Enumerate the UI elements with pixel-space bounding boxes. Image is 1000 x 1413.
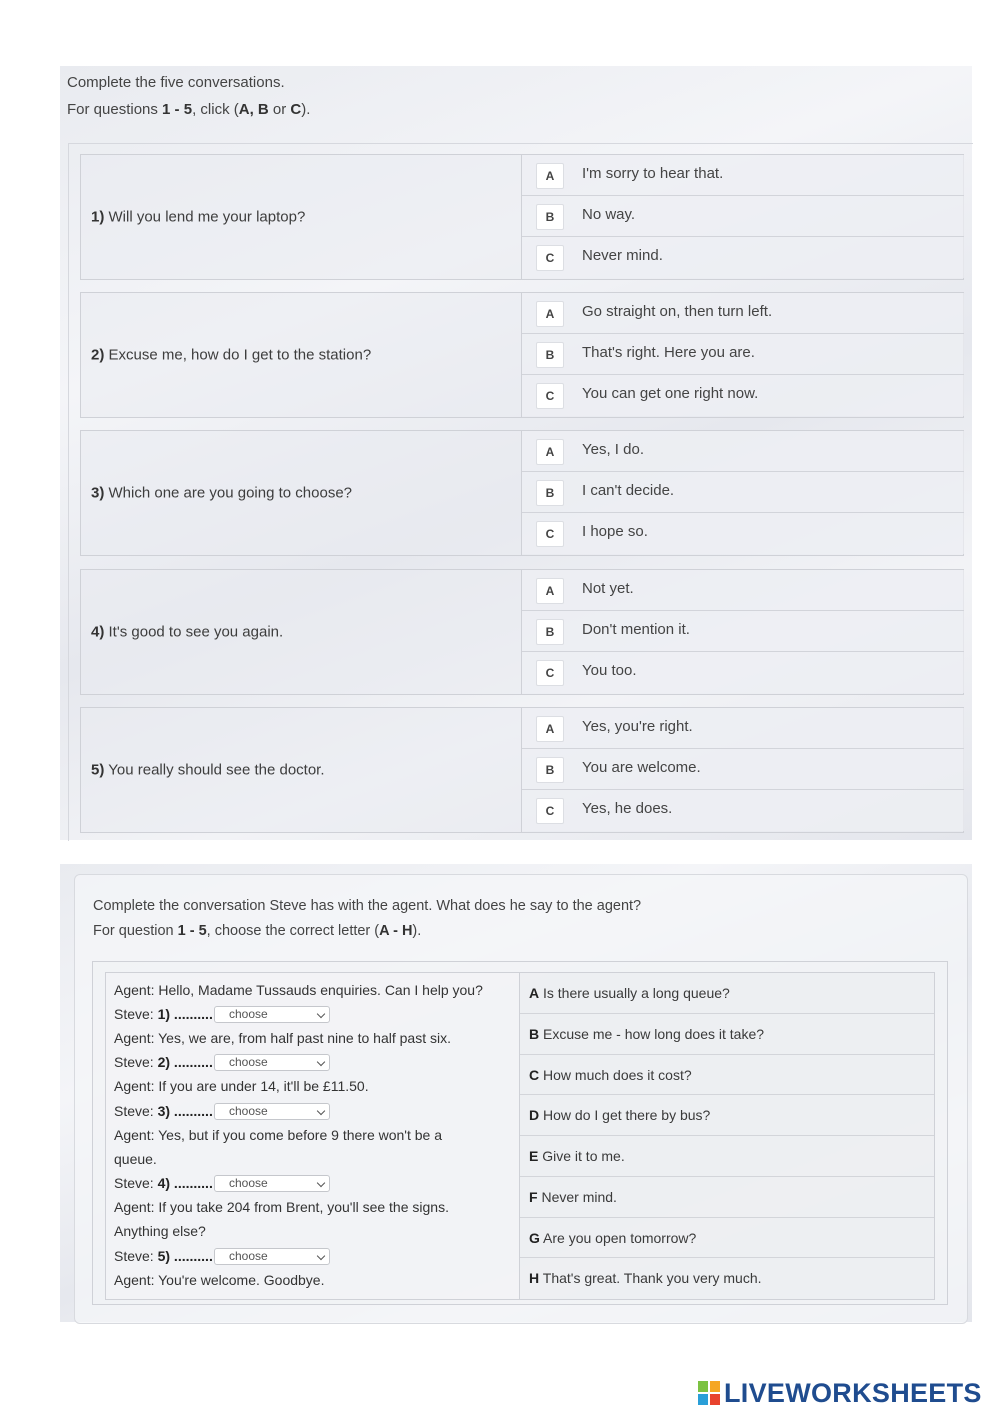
question-2-option-b[interactable]	[522, 334, 964, 375]
answer-option-g	[520, 1218, 934, 1259]
question-2-option-a[interactable]	[522, 293, 964, 334]
option-letter-badge[interactable]: B	[536, 342, 564, 368]
steve-line-3: Steve: 3) ..........	[114, 1103, 213, 1119]
exercise-2-panel	[60, 864, 972, 1322]
question-4-option-b[interactable]	[522, 611, 964, 652]
answer-option-h	[520, 1258, 934, 1299]
question-3-option-a[interactable]	[522, 431, 964, 472]
option-text: I hope so.	[582, 523, 648, 540]
question-block-1	[80, 154, 964, 280]
option-letter-badge[interactable]: A	[536, 578, 564, 604]
exercise-1-instruction-line-2: For questions 1 - 5, click (A, B or C).	[67, 101, 311, 118]
chevron-down-icon	[317, 1107, 325, 1115]
question-1-option-b[interactable]	[522, 196, 964, 237]
option-text: Yes, you're right.	[582, 718, 693, 735]
answer-option-text: D How do I get there by bus?	[529, 1107, 711, 1124]
chevron-down-icon	[317, 1058, 325, 1066]
answer-option-text: H That's great. Thank you very much.	[529, 1270, 762, 1287]
answer-option-text: E Give it to me.	[529, 1148, 625, 1164]
question-block-5	[80, 707, 964, 833]
steve-line-1: Steve: 1) ..........	[114, 1006, 213, 1022]
question-block-4	[80, 569, 964, 695]
question-4-options	[521, 570, 964, 694]
option-text: You too.	[582, 662, 637, 679]
question-4-option-c[interactable]	[522, 652, 964, 693]
agent-line-1: Agent: Hello, Madame Tussauds enquiries. Can I help you?	[114, 982, 483, 998]
answer-option-d	[520, 1095, 934, 1136]
exercise-1-instruction-line-1: Complete the five conversations.	[67, 74, 285, 91]
answer-select-2[interactable]: choose	[214, 1054, 330, 1071]
option-text: Not yet.	[582, 580, 634, 597]
question-3-options	[521, 431, 964, 555]
option-letter-badge[interactable]: B	[536, 757, 564, 783]
question-block-3	[80, 430, 964, 556]
option-letter-badge[interactable]: B	[536, 480, 564, 506]
exercise-1-panel	[60, 66, 972, 840]
question-5-text: 5) You really should see the doctor.	[91, 761, 325, 779]
option-letter-badge[interactable]: C	[536, 245, 564, 271]
option-text: No way.	[582, 206, 636, 223]
question-5-option-a[interactable]	[522, 708, 964, 749]
option-text: You are welcome.	[582, 759, 701, 776]
logo-text: LIVEWORKSHEETS	[724, 1378, 982, 1408]
answer-option-f	[520, 1177, 934, 1218]
answer-option-text: G Are you open tomorrow?	[529, 1229, 697, 1246]
answer-option-a	[520, 973, 934, 1014]
question-5-option-b[interactable]	[522, 749, 964, 790]
question-1-text: 1) Will you lend me your laptop?	[91, 208, 306, 226]
option-text: You can get one right now.	[582, 385, 759, 402]
question-4-text: 4) It's good to see you again.	[91, 623, 284, 641]
question-5-options	[521, 708, 964, 832]
option-letter-badge[interactable]: C	[536, 660, 564, 686]
answer-option-c	[520, 1055, 934, 1096]
answer-option-text: A Is there usually a long queue?	[529, 985, 730, 1001]
chevron-down-icon	[317, 1252, 325, 1260]
steve-line-2: Steve: 2) ..........	[114, 1054, 213, 1070]
option-text: I can't decide.	[582, 482, 675, 499]
agent-line-4b: queue.	[114, 1151, 157, 1167]
option-text: Don't mention it.	[582, 621, 690, 638]
question-3-text: 3) Which one are you going to choose?	[91, 484, 353, 502]
option-text: Yes, he does.	[582, 800, 673, 817]
answer-select-5[interactable]: choose	[214, 1248, 330, 1265]
option-letter-badge[interactable]: B	[536, 204, 564, 230]
question-2-option-c[interactable]	[522, 375, 964, 416]
answer-option-text: C How much does it cost?	[529, 1066, 692, 1083]
option-text: I'm sorry to hear that.	[582, 165, 724, 182]
exercise-2-frame	[92, 961, 948, 1305]
question-block-2	[80, 292, 964, 418]
conversation-column	[105, 972, 520, 1300]
question-3-option-c[interactable]	[522, 513, 964, 554]
option-text: Go straight on, then turn left.	[582, 303, 773, 320]
question-3-option-b[interactable]	[522, 472, 964, 513]
answer-option-text: F Never mind.	[529, 1188, 617, 1205]
option-letter-badge[interactable]: C	[536, 521, 564, 547]
question-2-text: 2) Excuse me, how do I get to the station?	[91, 346, 372, 364]
question-4-option-a[interactable]	[522, 570, 964, 611]
option-letter-badge[interactable]: A	[536, 163, 564, 189]
chevron-down-icon	[317, 1010, 325, 1018]
question-1-option-a[interactable]	[522, 155, 964, 196]
question-1-option-c[interactable]	[522, 237, 964, 278]
option-letter-badge[interactable]: A	[536, 716, 564, 742]
question-2-options	[521, 293, 964, 417]
answer-select-1[interactable]: choose	[214, 1006, 330, 1023]
answer-select-4[interactable]: choose	[214, 1175, 330, 1192]
liveworksheets-grid-icon	[698, 1381, 720, 1406]
option-text: Yes, I do.	[582, 441, 644, 458]
answer-option-b	[520, 1014, 934, 1055]
option-letter-badge[interactable]: B	[536, 619, 564, 645]
steve-line-4: Steve: 4) ..........	[114, 1175, 213, 1191]
question-1-options	[521, 155, 964, 279]
option-letter-badge[interactable]: C	[536, 383, 564, 409]
agent-line-3: Agent: If you are under 14, it'll be £11.50.	[114, 1078, 369, 1094]
option-letter-badge[interactable]: A	[536, 301, 564, 327]
answer-option-e	[520, 1136, 934, 1177]
option-text: Never mind.	[582, 247, 663, 264]
liveworksheets-logo	[698, 1378, 994, 1412]
exercise-2-instruction-line-1: Complete the conversation Steve has with the agent. What does he say to the agent?	[93, 898, 642, 914]
option-letter-badge[interactable]: C	[536, 798, 564, 824]
answer-select-3[interactable]: choose	[214, 1103, 330, 1120]
agent-line-5b: Anything else?	[114, 1223, 206, 1239]
option-text: That's right. Here you are.	[582, 344, 755, 361]
agent-line-5a: Agent: If you take 204 from Brent, you'll see the signs.	[114, 1199, 449, 1215]
agent-line-4a: Agent: Yes, but if you come before 9 there won't be a	[114, 1127, 443, 1143]
answer-options-column	[519, 972, 935, 1300]
question-5-option-c[interactable]	[522, 790, 964, 831]
chevron-down-icon	[317, 1179, 325, 1187]
agent-line-6: Agent: You're welcome. Goodbye.	[114, 1272, 325, 1288]
option-letter-badge[interactable]: A	[536, 439, 564, 465]
steve-line-5: Steve: 5) ..........	[114, 1248, 213, 1264]
answer-option-text: B Excuse me - how long does it take?	[529, 1025, 765, 1042]
exercise-2-instruction-line-2: For question 1 - 5, choose the correct letter (A - H).	[93, 923, 422, 939]
agent-line-2: Agent: Yes, we are, from half past nine to half past six.	[114, 1030, 451, 1046]
